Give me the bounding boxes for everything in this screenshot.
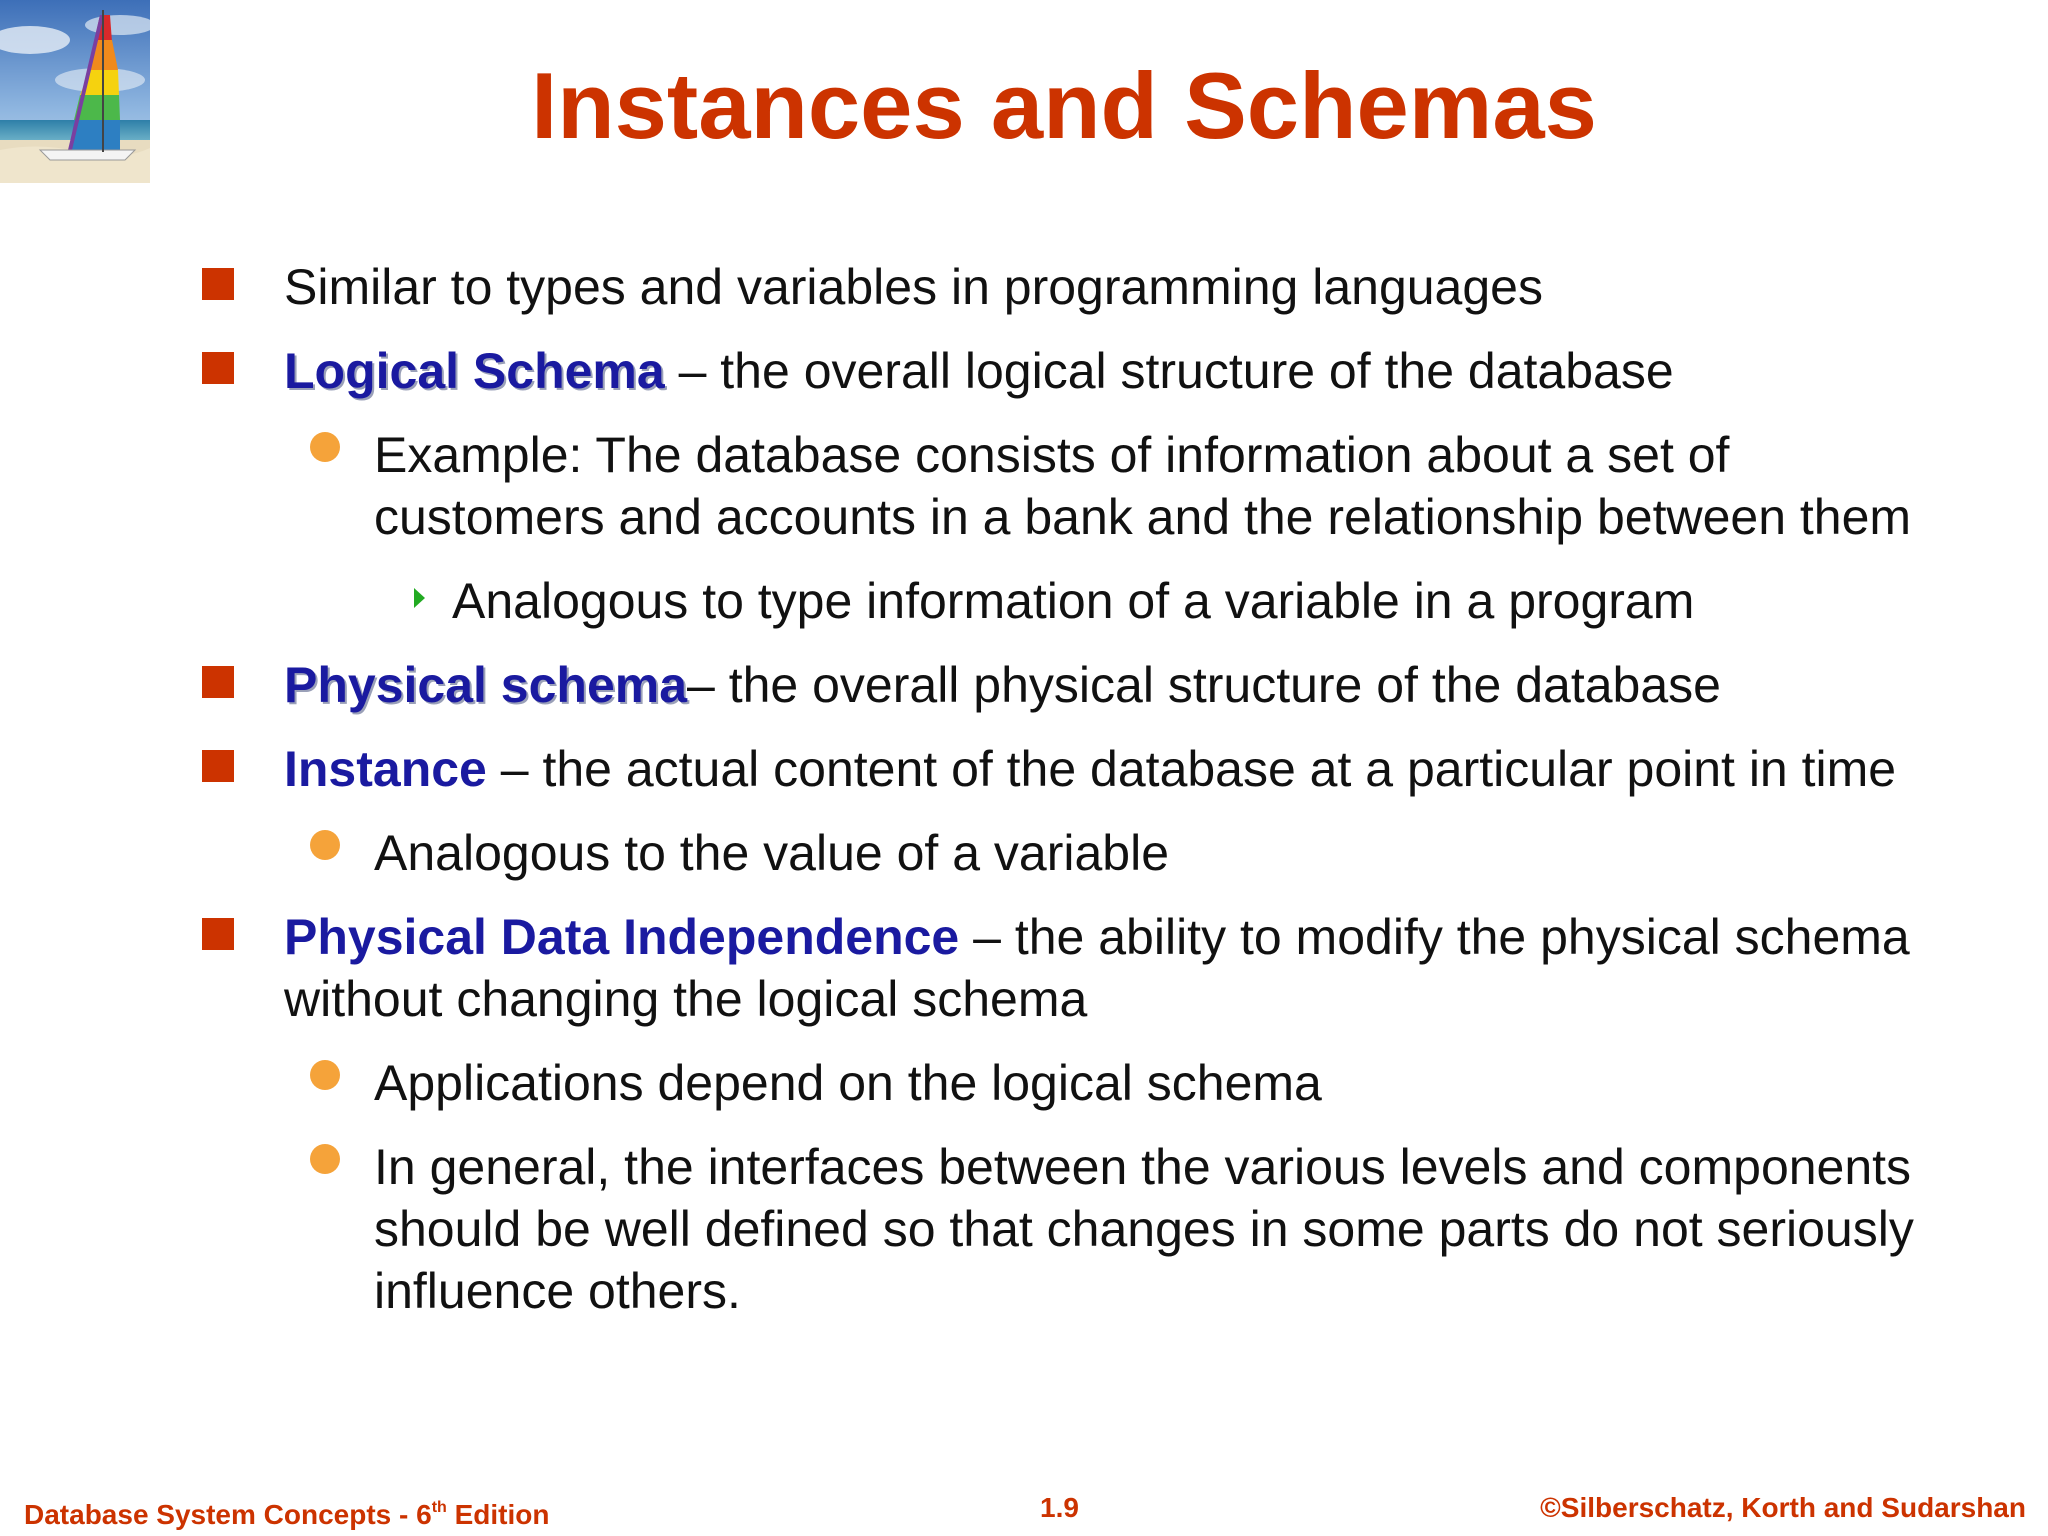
dot-bullet-icon bbox=[310, 432, 340, 462]
bullet-text-line2: without changing the logical schema bbox=[284, 971, 1088, 1027]
bullet-text: – the overall logical structure of the database bbox=[664, 343, 1674, 399]
bullet-item-physical-schema bbox=[284, 654, 1721, 716]
bullet-text: – the overall physical structure of the database bbox=[687, 657, 1721, 713]
square-bullet-icon bbox=[202, 268, 234, 300]
bullet-text-line2: should be well defined so that changes in some parts do not seriously bbox=[374, 1201, 1914, 1257]
bullet-text: Applications depend on the logical schema bbox=[374, 1055, 1322, 1111]
bullet-text: – the actual content of the database at a particular point in time bbox=[486, 741, 1897, 797]
bullet-text-line1 bbox=[284, 906, 1910, 968]
bullet-text-line1: In general, the interfaces between the various levels and components bbox=[374, 1139, 1912, 1195]
footer-copyright: ©Silberschatz, Korth and Sudarshan bbox=[1540, 1492, 2026, 1523]
term-instance: Instance bbox=[284, 741, 487, 797]
square-bullet-icon bbox=[202, 352, 234, 384]
slide-title: Instances and Schemas bbox=[531, 53, 1597, 158]
bullet-text: Similar to types and variables in programming languages bbox=[284, 259, 1543, 315]
bullet-text: Analogous to type information of a variable in a program bbox=[452, 573, 1695, 629]
footer-book-sup: th bbox=[431, 1499, 447, 1516]
square-bullet-icon bbox=[202, 918, 234, 950]
bullet-text: Analogous to the value of a variable bbox=[374, 825, 1169, 881]
square-bullet-icon bbox=[202, 666, 234, 698]
bullet-text-line2: customers and accounts in a bank and the relationship between them bbox=[374, 489, 1912, 545]
bullet-item-physical-data-independence bbox=[284, 906, 1910, 1030]
footer-book-suffix: Edition bbox=[446, 1499, 550, 1530]
dot-bullet-icon bbox=[310, 830, 340, 860]
bullet-item-instance bbox=[284, 738, 1896, 800]
dot-bullet-icon bbox=[310, 1144, 340, 1174]
triangle-bullet-icon bbox=[414, 588, 425, 608]
bullet-item-interfaces bbox=[374, 1136, 1914, 1322]
bullet-item-applications bbox=[374, 1052, 1322, 1114]
bullet-item-types-variables bbox=[284, 256, 1543, 318]
bullet-item-logical-schema bbox=[284, 340, 1674, 402]
footer-book-prefix: Database System Concepts - 6 bbox=[24, 1499, 432, 1530]
footer-book-title bbox=[24, 1490, 549, 1533]
bullet-item-analogous-type bbox=[452, 570, 1694, 632]
term-logical-schema: Logical Schema bbox=[284, 343, 665, 399]
bullet-text: – the ability to modify the physical schema bbox=[959, 909, 1910, 965]
term-physical-data-independence: Physical Data Independence bbox=[284, 909, 960, 965]
bullet-text-line1: Example: The database consists of information about a set of bbox=[374, 427, 1730, 483]
bullet-text-line3: influence others. bbox=[374, 1263, 741, 1319]
dot-bullet-icon bbox=[310, 1060, 340, 1090]
term-physical-schema: Physical schema bbox=[284, 657, 688, 713]
footer-page-number: 1.9 bbox=[1040, 1492, 1079, 1523]
bullet-item-example bbox=[374, 424, 1911, 548]
bullet-item-analogous-value bbox=[374, 822, 1169, 884]
square-bullet-icon bbox=[202, 750, 234, 782]
